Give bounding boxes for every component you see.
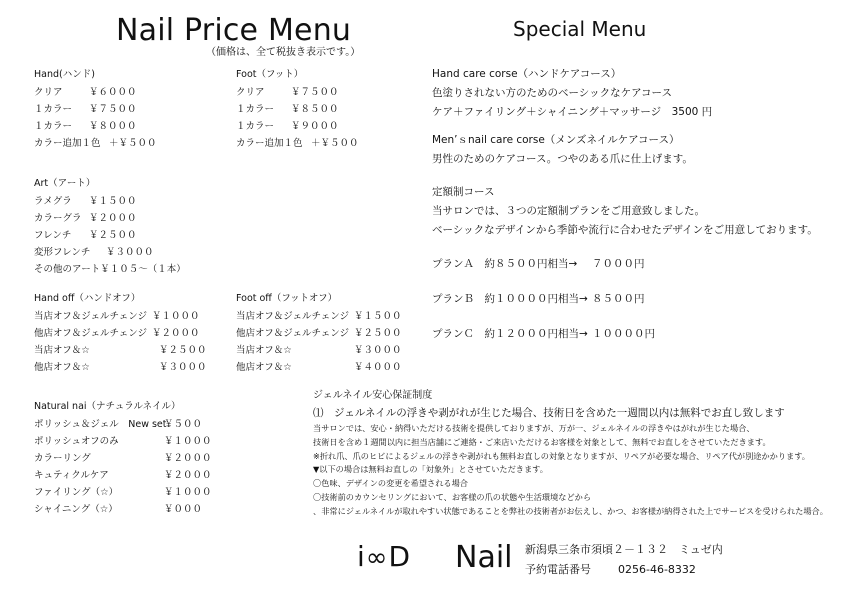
- mens-title: Men’ｓnail care corse（メンズネイルケアコース）: [432, 134, 680, 146]
- price-row: ファイリング（☆） ￥１０００: [34, 487, 212, 498]
- price-row: フレンチ ￥２５００: [34, 230, 137, 241]
- plan-b: プランＢ 約１００００円相当→ ８５００円: [432, 293, 645, 305]
- hand-title: Hand(ハンド): [34, 69, 95, 80]
- natural-section: [34, 400, 212, 518]
- price-row: カラー追加１色 ＋￥５００: [236, 138, 359, 149]
- guarantee-line: 当サロンでは、安心・納得いただける技術を提供しておりますが、万が一、ジェルネイルの浮きやはがれが生じた場合、: [313, 423, 755, 433]
- plan-a: プランＡ 約８５００円相当→ ７０００円: [432, 258, 645, 270]
- tax-note: （価格は、全て税抜き表示です。）: [206, 47, 361, 58]
- hand-care-detail: ケア＋ファイリング＋シャイニング＋マッサージ 3500 円: [432, 106, 713, 118]
- price-row: 他店オフ＆ジェルチェンジ ￥２５００: [236, 328, 402, 339]
- hand-care-title: Hand care corse（ハンドケアコース）: [432, 68, 622, 80]
- guarantee-line: ▼以下の場合は無料お直しの「対象外」とさせていただきます。: [313, 464, 548, 475]
- hand-section: [34, 68, 157, 152]
- infinity-icon: ∞: [365, 543, 389, 573]
- art-section: [34, 177, 186, 278]
- guarantee-line: 技術日を含め１週間以内に担当店舗にご連絡・ご来店いただけるお客様を対象として、無料でお直しをさせていただきます。: [313, 436, 771, 447]
- salon-name: Nail: [455, 540, 513, 575]
- price-row: ラメグラ ￥１５００: [34, 196, 137, 207]
- price-row: シャイニング（☆） ￥０００: [34, 504, 203, 515]
- guarantee-section: [313, 388, 828, 519]
- salon-address: 新潟県三条市須頃２－１３２ ミュゼ内: [525, 543, 723, 556]
- art-other: その他のアート￥１０５〜（１本）: [34, 264, 186, 275]
- hand-off-section: [34, 292, 207, 376]
- hand-care-desc: 色塗りされない方のためのベーシックなケアコース: [432, 87, 673, 99]
- price-row: 当店オフ＆☆ ￥３０００: [236, 345, 402, 356]
- price-row: ポリッシュオフのみ ￥１０００: [34, 436, 212, 447]
- hand-off-title: Hand off（ハンドオフ）: [34, 293, 141, 304]
- mens-desc: 男性のためのケアコース。つやのある爪に仕上げます。: [432, 153, 693, 165]
- phone-row: [525, 560, 723, 580]
- salon-logo: i∞D: [357, 540, 412, 573]
- guarantee-line: ※折れ爪、爪のヒビによるジェルの浮きや剥がれも無料お直しの対象となりますが、リペアが必要な場合、リペア代が別途かかります。: [313, 450, 810, 461]
- price-row: カラー追加１色 ＋￥５００: [34, 138, 157, 149]
- subscription-desc-1: 当サロンでは、３つの定額制プランをご用意致しました。: [432, 205, 705, 217]
- art-title: Art（アート）: [34, 178, 96, 189]
- price-row: ポリッシュ＆ジェル New set ￥５００: [34, 419, 203, 430]
- foot-off-section: [236, 292, 402, 376]
- price-row: 他店オフ＆☆ ￥４０００: [236, 362, 402, 373]
- subscription-title: 定額制コース: [432, 186, 495, 198]
- price-row: 変形フレンチ ￥３０００: [34, 247, 154, 258]
- price-row: カラーリング ￥２０００: [34, 453, 212, 464]
- price-row: 他店オフ＆ジェルチェンジ ￥２０００: [34, 328, 200, 339]
- foot-off-title: Foot off（フットオフ）: [236, 293, 338, 304]
- price-row: １カラー ￥７５００: [34, 104, 137, 115]
- special-menu-title: Special Menu: [513, 17, 647, 41]
- guarantee-title: ジェルネイル安心保証制度: [313, 390, 433, 401]
- phone-number: 0256-46-8332: [618, 563, 696, 576]
- price-row: １カラー ￥９０００: [236, 121, 339, 132]
- phone-label: 予約電話番号: [525, 563, 591, 576]
- guarantee-main: ⑴ ジェルネイルの浮きや剥がれが生じた場合、技術日を含めた一週間以内は無料でお直し致します: [313, 407, 785, 419]
- price-row: クリア ￥６０００: [34, 87, 137, 98]
- subscription-desc-2: ベーシックなデザインから季節や流行に合わせたデザインをご用意しております。: [432, 224, 818, 236]
- natural-title: Natural nai（ナチュラルネイル）: [34, 401, 181, 412]
- foot-section: [236, 68, 359, 152]
- price-row: 他店オフ＆☆ ￥３０００: [34, 362, 207, 373]
- salon-info: [525, 540, 723, 580]
- foot-title: Foot（フット）: [236, 69, 304, 80]
- page-title: Nail Price Menu: [116, 13, 352, 48]
- guarantee-line: 〇技術前のカウンセリングにおいて、お客様の爪の状態や生活環境などから: [313, 491, 592, 502]
- guarantee-line: 〇色味、デザインの変更を希望される場合: [313, 478, 468, 489]
- special-section: [432, 65, 818, 240]
- price-row: クリア ￥７５００: [236, 87, 339, 98]
- price-row: キュティクルケア ￥２０００: [34, 470, 212, 481]
- price-row: カラーグラ ￥２０００: [34, 213, 137, 224]
- guarantee-line: 、非常にジェルネイルが取れやすい状態であることを弊社の技術者がお伝えし、かつ、お客様が納得された上でサービスを受けられた場合。: [313, 505, 828, 516]
- price-row: １カラー ￥８５００: [236, 104, 339, 115]
- price-row: 当店オフ＆ジェルチェンジ ￥１０００: [34, 311, 200, 322]
- plan-c: プランＣ 約１２０００円相当→ １００００円: [432, 328, 655, 340]
- price-row: １カラー ￥８０００: [34, 121, 137, 132]
- price-row: 当店オフ＆☆ ￥２５００: [34, 345, 207, 356]
- price-row: 当店オフ＆ジェルチェンジ ￥１５００: [236, 311, 402, 322]
